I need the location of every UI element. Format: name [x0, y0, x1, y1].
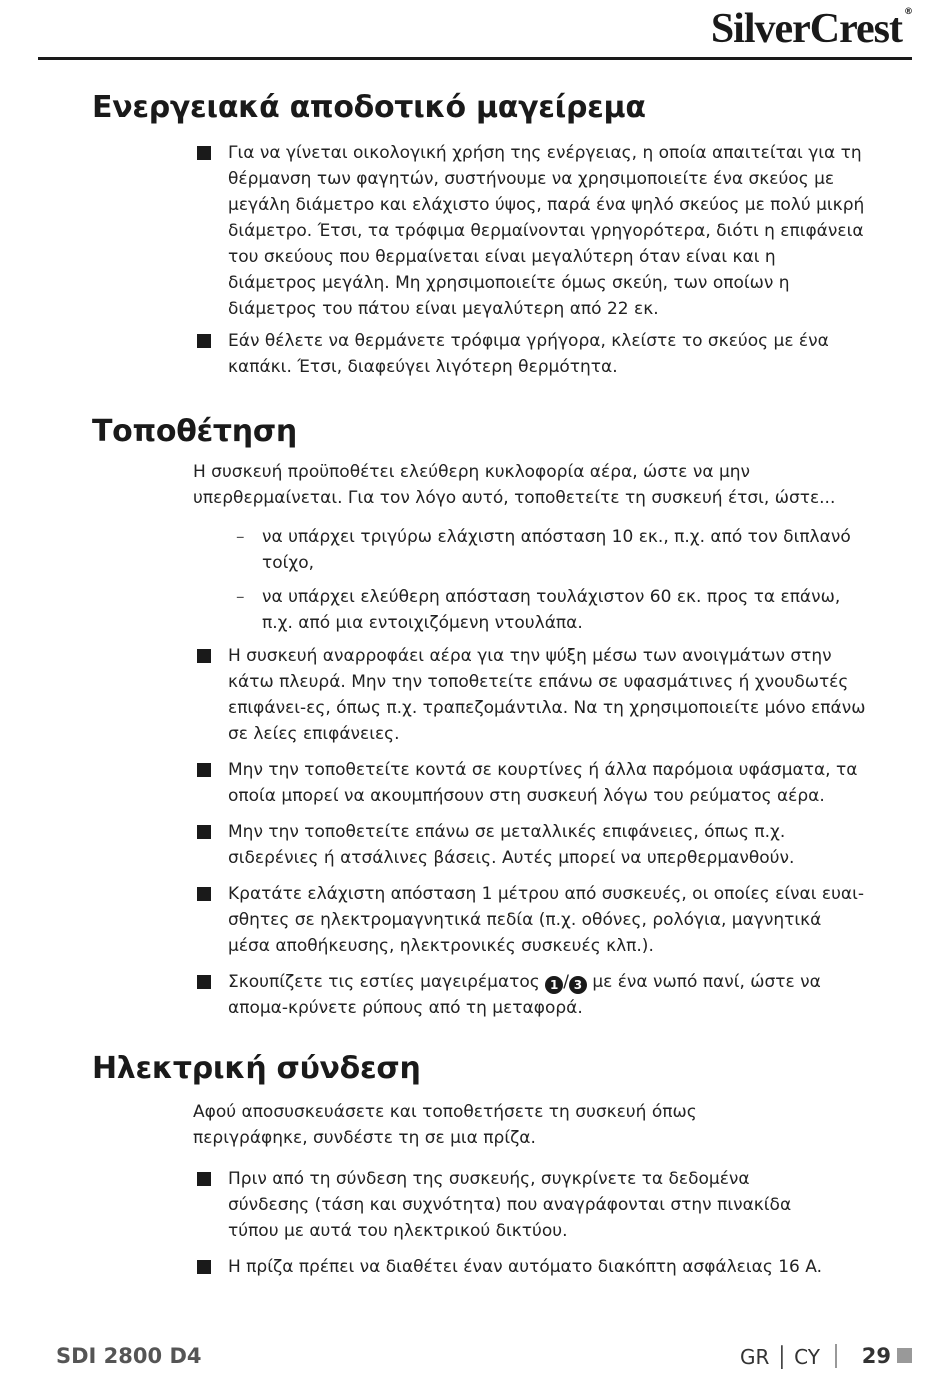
bullet-text: Για να γίνεται οικολογική χρήση της ενέργειας, η οποία απαιτείται για τη θέρμανση των φαγητών, συστήνουμε να χρησιμοποιείτε ένα σκεύος με μεγάλη διάμετρο και ελάχιστο ύψος, παρά ένα ψηλό σκεύος με πολύ μικρή διάμετρο. Έτσι, τα τρόφιμα θερμαίνονται γρηγορότερα, διότι η επιφάνεια του σκεύους που θερμαίνεται είναι μεγαλύτερη όταν είναι και η διάμετρος μεγάλη. Μη χρησιμοποιείτε όμως σκεύη, των οποίων η διάμετρος του πάτου είναι μεγαλύτερη από 22 εκ.	[228, 143, 865, 319]
bullet-text: Η συσκευή αναρροφάει αέρα για την ψύξη μέσω των ανοιγμάτων στην κάτω πλευρά. Μην την τοποθετείτε επάνω σε υφασμάτινες ή χνουδωτές επιφάνει-ες, όπως π.χ. τραπεζομάντιλα. Να τη χρησιμοποιείτε μόνο επάνω σε λείες επιφάνειες.	[228, 646, 866, 744]
bullet-text: Σκουπίζετε τις εστίες μαγειρέματος 1 / 3 με ένα νωπό πανί, ώστε να απομα-κρύνετε ρύπους από τη μεταφορά.	[228, 972, 821, 1018]
section-title-energy: Ενεργειακά αποδοτικό μαγείρεμα	[92, 90, 646, 125]
list-item	[197, 140, 867, 322]
bullet-text: Η πρίζα πρέπει να διαθέτει έναν αυτόματο διακόπτη ασφάλειας 16 A.	[228, 1257, 822, 1277]
dash-text: να υπάρχει τριγύρω ελάχιστη απόσταση 10 εκ., π.χ. από τον διπλανό τοίχο,	[262, 527, 851, 573]
model-number: SDI 2800 D4	[56, 1344, 202, 1368]
page-number: 29	[861, 1344, 891, 1368]
number-1-icon: 1	[545, 976, 563, 994]
bullet-square-icon	[197, 1172, 211, 1186]
section-title-electrical: Ηλεκτρική σύνδεση	[92, 1051, 421, 1086]
header-rule	[38, 57, 912, 60]
bullet-square-icon	[197, 887, 211, 901]
page-square-icon	[897, 1348, 912, 1363]
registered-mark: ®	[904, 7, 912, 17]
electrical-intro: Αφού αποσυσκευάσετε και τοποθετήσετε τη συσκευή όπως περιγράφηκε, συνδέστε τη σε μια πρίζα.	[193, 1102, 697, 1148]
list-item	[197, 328, 867, 380]
list-item	[197, 881, 867, 959]
list-item	[236, 584, 866, 636]
dash-marker: –	[236, 587, 245, 607]
list-item	[197, 1166, 827, 1244]
list-item	[197, 969, 867, 1021]
bullet-square-icon	[197, 649, 211, 663]
list-item	[197, 757, 867, 809]
bullet-square-icon	[197, 763, 211, 777]
list-item	[197, 643, 867, 747]
bullet-text: Εάν θέλετε να θερμάνετε τρόφιμα γρήγορα, κλείστε το σκεύος με ένα καπάκι. Έτσι, διαφεύγει λιγότερη θερμότητα.	[228, 331, 829, 377]
list-item	[197, 1254, 867, 1280]
bullet-square-icon	[197, 825, 211, 839]
bullet-square-icon	[197, 1260, 211, 1274]
bullet-square-icon	[197, 334, 211, 348]
bullet-text: Μην την τοποθετείτε κοντά σε κουρτίνες ή άλλα παρόμοια υφάσματα, τα οποία μπορεί να ακουμπήσουν στη συσκευή λόγω του ρεύματος αέρα.	[228, 760, 858, 806]
footer-divider	[835, 1344, 837, 1368]
list-item	[197, 819, 867, 871]
placement-intro: Η συσκευή προϋποθέτει ελεύθερη κυκλοφορία αέρα, ώστε να μην υπερθερμαίνεται. Για τον λόγο αυτό, τοποθετείτε τη συσκευή έτσι, ώστε...	[193, 462, 836, 508]
bullet-text: Κρατάτε ελάχιστη απόσταση 1 μέτρου από συσκευές, οι οποίες είναι ευαι-σθητες σε ηλεκτρομαγνητικά πεδία (π.χ. οθόνες, ρολόγια, μαγνητικά μέσα αποθήκευσης, ηλεκτρονικές συσκευές κλπ.).	[228, 884, 865, 956]
section-title-placement: Τοποθέτηση	[92, 414, 297, 449]
dash-marker: –	[236, 527, 245, 547]
list-item	[236, 524, 866, 576]
brand-logo: SilverCrest ®	[710, 6, 912, 52]
dash-text: να υπάρχει ελεύθερη απόσταση τουλάχιστον 60 εκ. προς τα επάνω, π.χ. από μια εντοιχιζόμενη ντουλάπα.	[262, 587, 841, 633]
bullet-square-icon	[197, 146, 211, 160]
language-codes: GR │ CY	[740, 1345, 820, 1369]
bullet-square-icon	[197, 975, 211, 989]
bullet-text: Μην την τοποθετείτε επάνω σε μεταλλικές επιφάνειες, όπως π.χ. σιδερένιες ή ατσάλινες βάσεις. Αυτές μπορεί να υπερθερμανθούν.	[228, 822, 795, 868]
page-footer	[56, 1344, 912, 1372]
number-3-icon: 3	[569, 976, 587, 994]
bullet-text: Πριν από τη σύνδεση της συσκευής, συγκρίνετε τα δεδομένα σύνδεσης (τάση και συχνότητα) που αναγράφονται στην πινακίδα τύπου με αυτά του ηλεκτρικού δικτύου.	[228, 1169, 792, 1241]
